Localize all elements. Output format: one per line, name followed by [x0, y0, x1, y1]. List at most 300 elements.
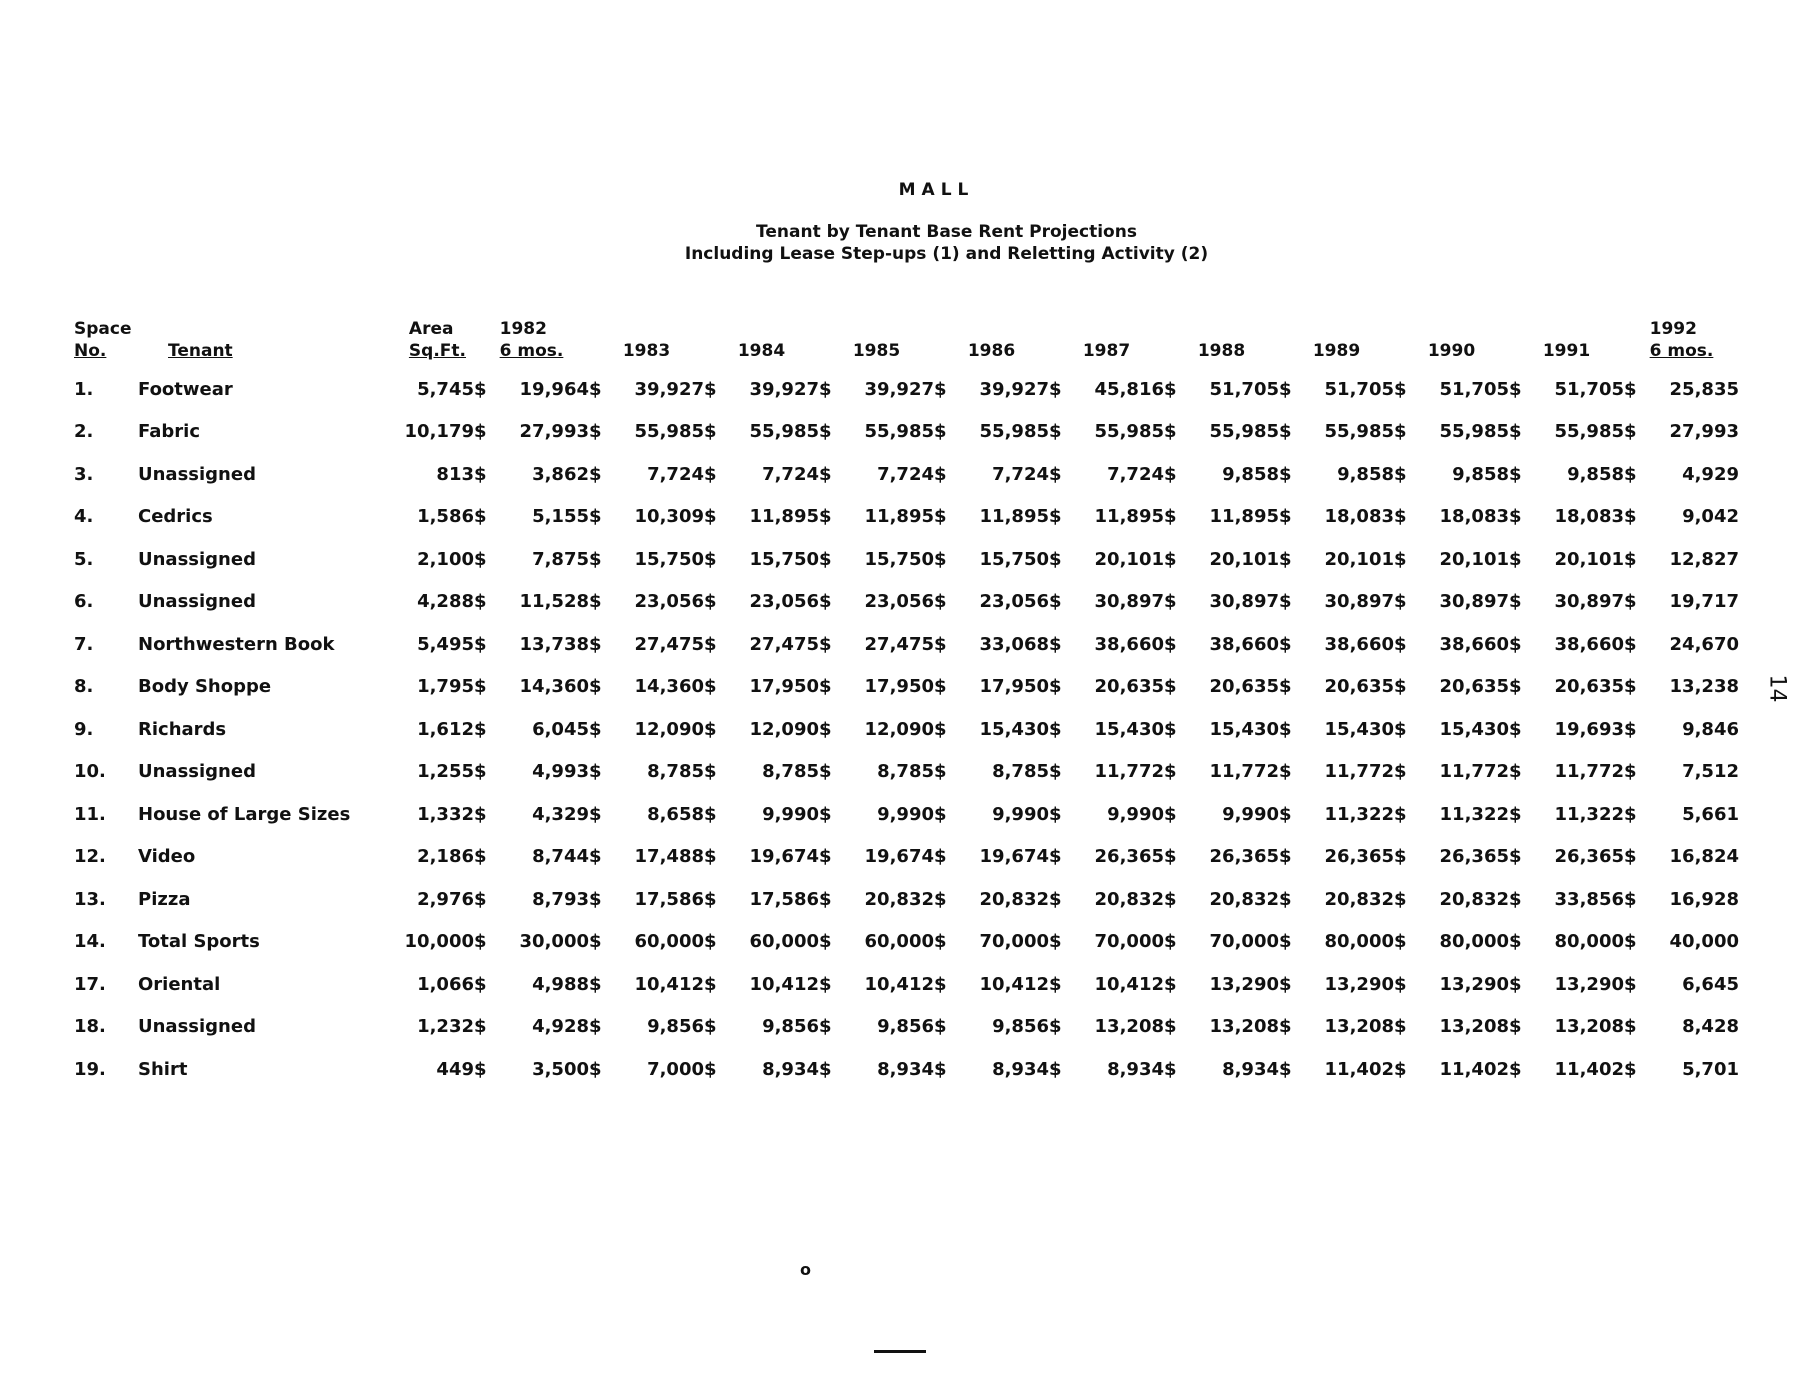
currency-symbol: $ [1509, 633, 1522, 655]
area-cell: 2,100 [417, 548, 474, 570]
currency-symbol: $ [474, 676, 487, 698]
rent-cell [589, 1048, 704, 1091]
currency-symbol: $ [1394, 1058, 1407, 1080]
currency-symbol: $ [819, 378, 832, 400]
currency-symbol: $ [589, 973, 602, 995]
currency-symbol: $ [589, 633, 602, 655]
currency-symbol: $ [474, 548, 487, 570]
rent-value: 13,290 [1554, 973, 1624, 995]
rent-value: 55,985 [1439, 421, 1509, 443]
header-1989-label: 1989 [1312, 341, 1361, 361]
currency-symbol: $ [474, 846, 487, 868]
rent-cell [1164, 793, 1279, 836]
rent-cell [934, 1048, 1049, 1091]
currency-symbol: $ [1049, 973, 1062, 995]
rent-cell [1624, 496, 1739, 539]
currency-symbol: $ [819, 846, 832, 868]
rent-value: 9,042 [1682, 506, 1739, 528]
rent-value: 70,000 [979, 931, 1049, 953]
rent-value: 11,322 [1439, 803, 1509, 825]
header-1985-label: 1985 [852, 341, 901, 361]
rent-value: 45,816 [1094, 378, 1164, 400]
rent-cell [589, 836, 704, 879]
rent-value: 20,101 [1324, 548, 1394, 570]
currency-symbol: $ [1509, 1058, 1522, 1080]
header-area-line2: Sq.Ft. [408, 341, 466, 361]
rent-value: 15,750 [864, 548, 934, 570]
rent-cell [1509, 921, 1624, 964]
rent-cell [589, 751, 704, 794]
rent-cell [704, 1048, 819, 1091]
rent-value: 16,928 [1669, 888, 1739, 910]
currency-symbol: $ [1049, 1058, 1062, 1080]
header-space-no-line1: Space [74, 319, 132, 339]
currency-symbol: $ [1279, 548, 1292, 570]
currency-symbol: $ [1049, 506, 1062, 528]
rent-value: 55,985 [1324, 421, 1394, 443]
rent-value: 55,985 [1554, 421, 1624, 443]
currency-symbol: $ [1049, 633, 1062, 655]
rent-value: 12,090 [864, 718, 934, 740]
rent-value: 4,988 [532, 973, 589, 995]
currency-symbol: $ [819, 463, 832, 485]
currency-symbol: $ [1624, 1058, 1637, 1080]
area-cell: 813 [436, 463, 474, 485]
rent-value: 25,835 [1669, 378, 1739, 400]
rent-value: 4,993 [532, 761, 589, 783]
rent-cell [1049, 836, 1164, 879]
header-space-no-line2: No. [74, 341, 107, 361]
currency-symbol: $ [1279, 973, 1292, 995]
rent-cell [1394, 1006, 1509, 1049]
rent-cell [589, 793, 704, 836]
currency-symbol: $ [474, 761, 487, 783]
area-cell: 1,332 [417, 803, 474, 825]
currency-symbol: $ [1279, 761, 1292, 783]
header-1984 [704, 308, 819, 368]
rent-value: 55,985 [634, 421, 704, 443]
page-number: 14 [1764, 674, 1790, 703]
rent-cell [1624, 751, 1739, 794]
rent-cell [704, 453, 819, 496]
rent-value: 30,897 [1094, 591, 1164, 613]
rent-cell [1624, 538, 1739, 581]
currency-symbol: $ [934, 378, 947, 400]
rent-cell [589, 538, 704, 581]
rent-value: 11,895 [1094, 506, 1164, 528]
currency-symbol: $ [1279, 846, 1292, 868]
rent-value: 15,430 [979, 718, 1049, 740]
rent-cell [589, 581, 704, 624]
rent-value: 15,430 [1094, 718, 1164, 740]
area-cell: 10,000 [404, 931, 474, 953]
rent-cell [1049, 623, 1164, 666]
currency-symbol: $ [1509, 506, 1522, 528]
currency-symbol: $ [1509, 421, 1522, 443]
rent-value: 6,045 [532, 718, 589, 740]
rent-cell [1394, 921, 1509, 964]
space-no-cell: 11. [74, 803, 106, 825]
table-body [74, 368, 1739, 1091]
space-no-cell: 12. [74, 846, 106, 868]
rent-cell [704, 708, 819, 751]
rent-value: 13,208 [1439, 1016, 1509, 1038]
rent-value: 23,056 [749, 591, 819, 613]
rent-cell [934, 836, 1049, 879]
rent-cell [1164, 1048, 1279, 1091]
rent-cell [474, 921, 589, 964]
currency-symbol: $ [474, 463, 487, 485]
rent-cell [1509, 708, 1624, 751]
rent-cell [474, 453, 589, 496]
currency-symbol: $ [1509, 761, 1522, 783]
rent-cell [704, 836, 819, 879]
currency-symbol: $ [1394, 378, 1407, 400]
rent-value: 10,412 [979, 973, 1049, 995]
currency-symbol: $ [1624, 506, 1637, 528]
rent-value: 6,645 [1682, 973, 1739, 995]
rent-cell [474, 538, 589, 581]
currency-symbol: $ [474, 718, 487, 740]
tenant-cell: Cedrics [138, 506, 213, 528]
rent-cell [704, 496, 819, 539]
rent-cell [1164, 751, 1279, 794]
rent-value: 15,430 [1439, 718, 1509, 740]
rent-cell [819, 538, 934, 581]
rent-value: 9,858 [1222, 463, 1279, 485]
rent-cell [819, 836, 934, 879]
currency-symbol: $ [589, 761, 602, 783]
rent-cell [1279, 1048, 1394, 1091]
currency-symbol: $ [589, 846, 602, 868]
rent-value: 20,101 [1439, 548, 1509, 570]
currency-symbol: $ [589, 506, 602, 528]
rent-value: 8,785 [992, 761, 1049, 783]
rent-value: 13,290 [1324, 973, 1394, 995]
table-row [74, 666, 1739, 709]
rent-value: 9,856 [992, 1016, 1049, 1038]
currency-symbol: $ [1049, 463, 1062, 485]
rent-value: 60,000 [634, 931, 704, 953]
currency-symbol: $ [1624, 846, 1637, 868]
currency-symbol: $ [1049, 761, 1062, 783]
rent-cell [589, 666, 704, 709]
space-no-cell: 19. [74, 1058, 106, 1080]
header-space-no [74, 308, 138, 368]
currency-symbol: $ [704, 931, 717, 953]
document-subtitle-line2: Including Lease Step-ups (1) and Reletting Activity (2) [684, 244, 1209, 264]
rent-cell [1624, 623, 1739, 666]
table-header [74, 308, 1739, 368]
rent-cell [1049, 453, 1164, 496]
space-no-cell: 17. [74, 973, 106, 995]
rent-value: 38,660 [1324, 633, 1394, 655]
currency-symbol: $ [1509, 591, 1522, 613]
rent-cell [819, 921, 934, 964]
space-no-cell: 10. [74, 761, 106, 783]
currency-symbol: $ [1164, 676, 1177, 698]
currency-symbol: $ [934, 761, 947, 783]
rent-value: 80,000 [1324, 931, 1394, 953]
rent-cell [934, 921, 1049, 964]
rent-value: 11,322 [1324, 803, 1394, 825]
rent-cell [1279, 581, 1394, 624]
currency-symbol: $ [819, 761, 832, 783]
rent-value: 8,785 [647, 761, 704, 783]
currency-symbol: $ [1624, 973, 1637, 995]
currency-symbol: $ [1394, 633, 1407, 655]
rent-value: 19,674 [864, 846, 934, 868]
rent-value: 8,793 [532, 888, 589, 910]
tenant-cell: Unassigned [138, 1016, 256, 1038]
rent-value: 11,402 [1439, 1058, 1509, 1080]
currency-symbol: $ [1164, 378, 1177, 400]
rent-cell [1049, 368, 1164, 411]
currency-symbol: $ [819, 888, 832, 910]
rent-cell [1394, 878, 1509, 921]
table-row [74, 793, 1739, 836]
header-1982-line2: 6 mos. [499, 341, 564, 361]
currency-symbol: $ [1624, 676, 1637, 698]
rent-cell [1394, 411, 1509, 454]
rent-cell [1049, 793, 1164, 836]
currency-symbol: $ [704, 506, 717, 528]
rent-cell [704, 368, 819, 411]
rent-value: 9,990 [762, 803, 819, 825]
rent-value: 7,512 [1682, 761, 1739, 783]
currency-symbol: $ [1279, 803, 1292, 825]
area-cell: 5,495 [417, 633, 474, 655]
currency-symbol: $ [1164, 973, 1177, 995]
rent-value: 30,897 [1439, 591, 1509, 613]
currency-symbol: $ [1624, 633, 1637, 655]
rent-value: 4,928 [532, 1016, 589, 1038]
area-cell: 1,232 [417, 1016, 474, 1038]
rent-value: 8,428 [1682, 1016, 1739, 1038]
rent-value: 13,290 [1439, 973, 1509, 995]
rent-cell [1624, 581, 1739, 624]
rent-value: 38,660 [1209, 633, 1279, 655]
rent-cell [1049, 708, 1164, 751]
currency-symbol: $ [1279, 718, 1292, 740]
rent-value: 15,430 [1324, 718, 1394, 740]
rent-value: 39,927 [634, 378, 704, 400]
rent-value: 12,090 [634, 718, 704, 740]
rent-value: 11,772 [1439, 761, 1509, 783]
rent-value: 17,950 [979, 676, 1049, 698]
tenant-cell: Video [138, 846, 196, 868]
rent-cell [1509, 836, 1624, 879]
table-row [74, 921, 1739, 964]
rent-cell [474, 368, 589, 411]
currency-symbol: $ [819, 1058, 832, 1080]
rent-value: 10,412 [864, 973, 934, 995]
rent-value: 11,772 [1324, 761, 1394, 783]
rent-cell [1049, 878, 1164, 921]
rent-cell [1394, 581, 1509, 624]
rent-value: 38,660 [1439, 633, 1509, 655]
currency-symbol: $ [589, 888, 602, 910]
header-1988 [1164, 308, 1279, 368]
currency-symbol: $ [589, 548, 602, 570]
rent-cell [1164, 368, 1279, 411]
rent-value: 11,772 [1094, 761, 1164, 783]
rent-value: 26,365 [1094, 846, 1164, 868]
currency-symbol: $ [1279, 931, 1292, 953]
space-no-cell: 6. [74, 591, 94, 613]
currency-symbol: $ [819, 421, 832, 443]
rent-cell [1624, 411, 1739, 454]
rent-value: 51,705 [1439, 378, 1509, 400]
rent-cell [1279, 921, 1394, 964]
rent-cell [1279, 411, 1394, 454]
table-row [74, 411, 1739, 454]
rent-cell [934, 708, 1049, 751]
rent-value: 15,750 [749, 548, 819, 570]
currency-symbol: $ [934, 1058, 947, 1080]
rent-value: 19,674 [749, 846, 819, 868]
rent-value: 20,832 [864, 888, 934, 910]
rent-cell [934, 368, 1049, 411]
rent-cell [474, 751, 589, 794]
rent-value: 13,208 [1209, 1016, 1279, 1038]
table-row [74, 496, 1739, 539]
rent-value: 51,705 [1209, 378, 1279, 400]
rent-cell [704, 581, 819, 624]
tenant-cell: Unassigned [138, 463, 256, 485]
rent-value: 11,895 [749, 506, 819, 528]
currency-symbol: $ [1164, 1058, 1177, 1080]
currency-symbol: $ [1394, 676, 1407, 698]
rent-value: 23,056 [634, 591, 704, 613]
rent-cell [474, 708, 589, 751]
rent-value: 8,785 [762, 761, 819, 783]
rent-cell [589, 963, 704, 1006]
rent-cell [819, 751, 934, 794]
rent-value: 38,660 [1554, 633, 1624, 655]
currency-symbol: $ [1394, 973, 1407, 995]
currency-symbol: $ [934, 506, 947, 528]
rent-cell [1509, 581, 1624, 624]
rent-value: 33,856 [1554, 888, 1624, 910]
rent-cell [819, 453, 934, 496]
rent-value: 17,950 [749, 676, 819, 698]
currency-symbol: $ [704, 803, 717, 825]
rent-value: 11,895 [864, 506, 934, 528]
currency-symbol: $ [474, 803, 487, 825]
rent-value: 70,000 [1209, 931, 1279, 953]
header-1992-line1: 1992 [1649, 319, 1697, 339]
currency-symbol: $ [1279, 1058, 1292, 1080]
rent-cell [1509, 623, 1624, 666]
rent-value: 20,832 [1324, 888, 1394, 910]
currency-symbol: $ [704, 846, 717, 868]
rent-cell [1279, 878, 1394, 921]
area-cell: 4,288 [417, 591, 474, 613]
rent-value: 27,475 [864, 633, 934, 655]
rent-cell [1509, 453, 1624, 496]
rent-cell [1394, 963, 1509, 1006]
rent-cell [819, 623, 934, 666]
rent-value: 13,208 [1554, 1016, 1624, 1038]
currency-symbol: $ [934, 846, 947, 868]
rent-cell [1509, 368, 1624, 411]
rent-cell [1509, 496, 1624, 539]
currency-symbol: $ [1394, 718, 1407, 740]
currency-symbol: $ [1394, 1016, 1407, 1038]
rent-cell [474, 1048, 589, 1091]
rent-value: 4,929 [1682, 463, 1739, 485]
rent-value: 33,068 [979, 633, 1049, 655]
rent-cell [1279, 1006, 1394, 1049]
rent-value: 60,000 [749, 931, 819, 953]
area-cell: 1,612 [417, 718, 474, 740]
rent-value: 5,661 [1682, 803, 1739, 825]
rent-cell [1279, 368, 1394, 411]
rent-value: 7,724 [762, 463, 819, 485]
rent-cell [934, 538, 1049, 581]
header-1987 [1049, 308, 1164, 368]
rent-value: 11,528 [519, 591, 589, 613]
currency-symbol: $ [704, 718, 717, 740]
rent-value: 19,717 [1669, 591, 1739, 613]
rent-cell [474, 878, 589, 921]
currency-symbol: $ [1394, 548, 1407, 570]
currency-symbol: $ [1394, 931, 1407, 953]
rent-value: 9,858 [1567, 463, 1624, 485]
currency-symbol: $ [1509, 1016, 1522, 1038]
rent-value: 11,895 [979, 506, 1049, 528]
rent-value: 55,985 [864, 421, 934, 443]
currency-symbol: $ [1509, 931, 1522, 953]
currency-symbol: $ [1164, 888, 1177, 910]
rent-value: 14,360 [634, 676, 704, 698]
rent-cell [1049, 751, 1164, 794]
rent-value: 13,238 [1669, 676, 1739, 698]
rent-value: 11,402 [1554, 1058, 1624, 1080]
space-no-cell: 1. [74, 378, 94, 400]
currency-symbol: $ [589, 421, 602, 443]
rent-value: 3,500 [532, 1058, 589, 1080]
rent-cell [1164, 878, 1279, 921]
space-no-cell: 14. [74, 931, 106, 953]
rent-cell [1624, 963, 1739, 1006]
rent-value: 10,309 [634, 506, 704, 528]
rent-value: 9,856 [877, 1016, 934, 1038]
rent-cell [1394, 538, 1509, 581]
rent-cell [1049, 411, 1164, 454]
bottom-rule [874, 1350, 926, 1353]
rent-cell [934, 878, 1049, 921]
rent-cell [1049, 1048, 1164, 1091]
currency-symbol: $ [1164, 633, 1177, 655]
currency-symbol: $ [934, 463, 947, 485]
rent-cell [704, 921, 819, 964]
currency-symbol: $ [1049, 378, 1062, 400]
rent-value: 8,934 [1222, 1058, 1279, 1080]
rent-cell [1279, 836, 1394, 879]
rent-cell [1624, 921, 1739, 964]
table-row [74, 623, 1739, 666]
rent-cell [934, 751, 1049, 794]
rent-value: 15,430 [1209, 718, 1279, 740]
rent-cell [1509, 963, 1624, 1006]
rent-cell [1049, 921, 1164, 964]
header-1983-label: 1983 [622, 341, 671, 361]
currency-symbol: $ [1509, 846, 1522, 868]
currency-symbol: $ [1509, 888, 1522, 910]
rent-value: 30,897 [1554, 591, 1624, 613]
